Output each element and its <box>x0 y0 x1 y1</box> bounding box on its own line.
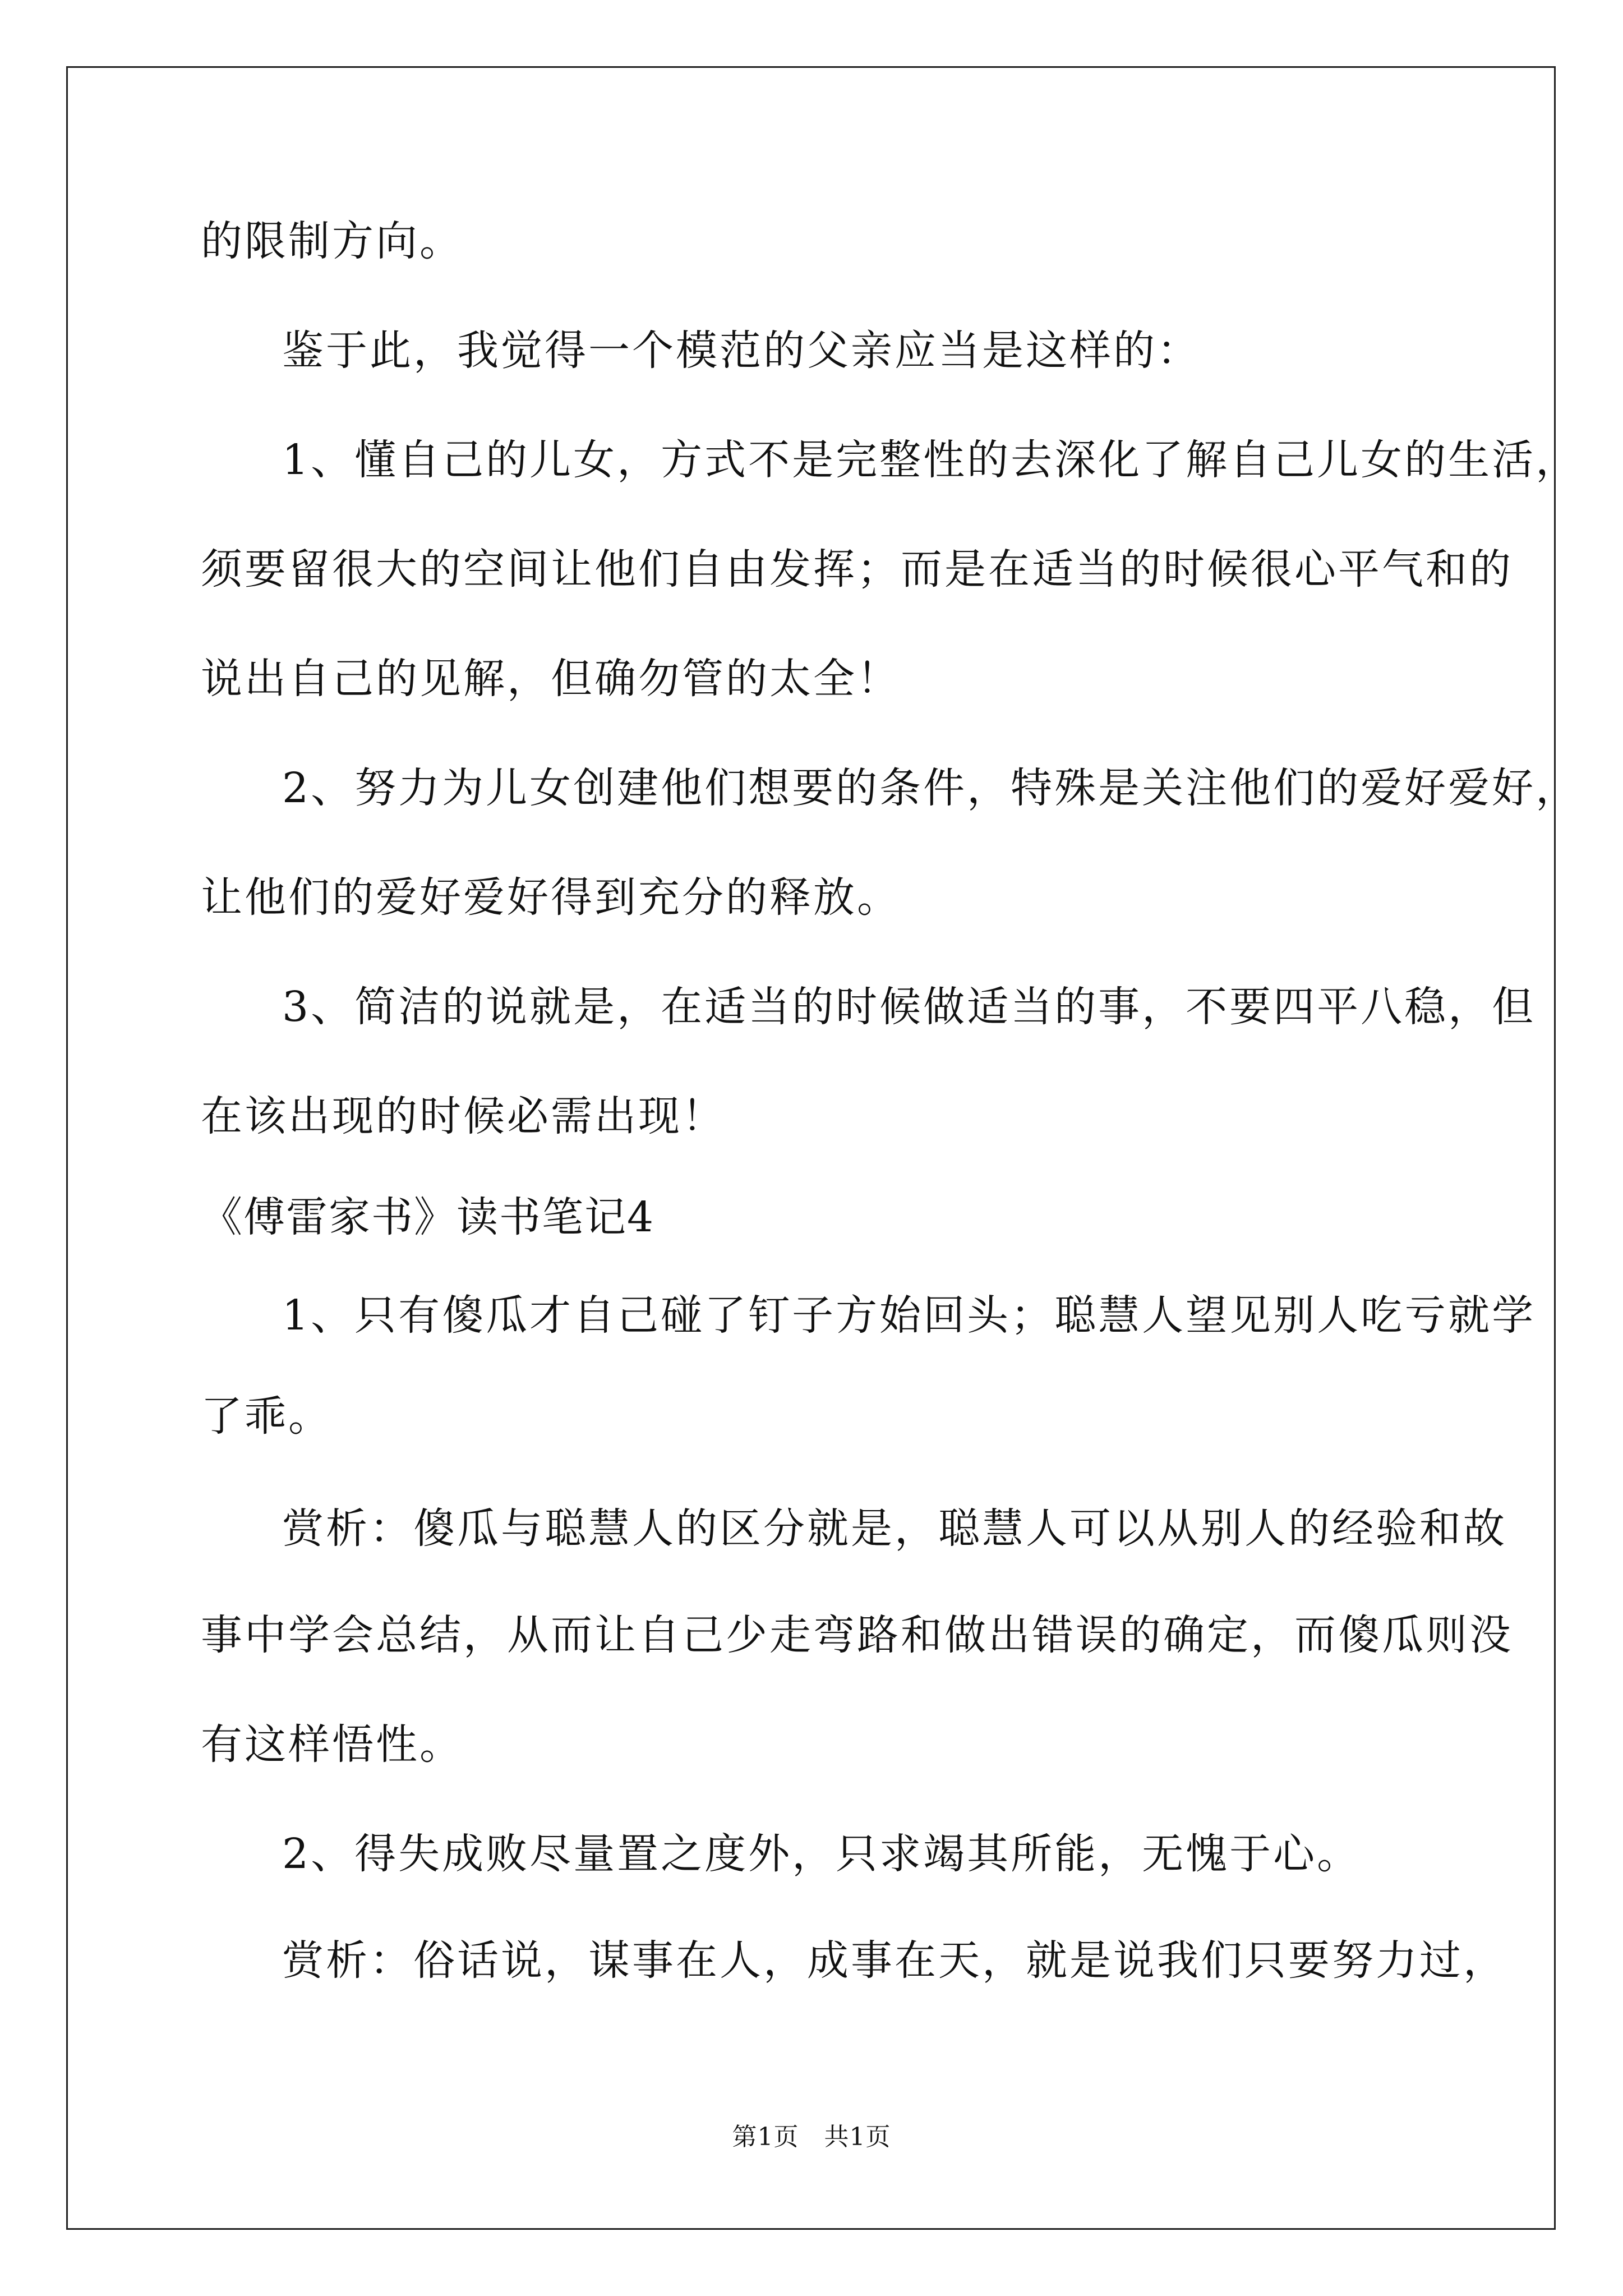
text-line: 在该出现的时候必需出现！ <box>201 1092 726 1140</box>
text-line-quote-1: 1、只有傻瓜才自己碰了钉子方始回头；聪慧人望见别人吃亏就学 <box>282 1291 1536 1340</box>
text-line: 事中学会总结，从而让自己少走弯路和做出错误的确定，而傻瓜则没 <box>201 1611 1513 1659</box>
text-line: 须要留很大的空间让他们自由发挥；而是在适当的时候很心平气和的 <box>201 545 1513 593</box>
page-footer: 第1页 共1页 <box>732 2123 891 2151</box>
text-line-paragraph: 鉴于此，我觉得一个模范的父亲应当是这样的： <box>282 326 1201 375</box>
text-line-quote-2: 2、得失成败尽量置之度外，只求竭其所能，无愧于心。 <box>282 1830 1361 1878</box>
text-line-analysis-1: 赏析：傻瓜与聪慧人的区分就是，聪慧人可以从别人的经验和故 <box>282 1504 1507 1553</box>
text-line-list-item-3: 3、简洁的说就是，在适当的时候做适当的事，不要四平八稳，但 <box>282 983 1536 1031</box>
section-heading: 《傅雷家书》读书笔记4 <box>201 1193 655 1241</box>
text-line-continuation: 的限制方向。 <box>201 217 463 265</box>
page-border <box>66 66 1556 2230</box>
text-line: 有这样悟性。 <box>201 1720 463 1769</box>
text-line-analysis-2: 赏析：俗话说，谋事在人，成事在天，就是说我们只要努力过， <box>282 1936 1507 1985</box>
text-line: 让他们的爱好爱好得到充分的释放。 <box>201 873 901 922</box>
text-line-list-item-2: 2、努力为儿女创建他们想要的条件，特殊是关注他们的爱好爱好， <box>282 764 1580 812</box>
text-line: 说出自己的见解，但确勿管的太全！ <box>201 655 901 703</box>
text-line: 了乖。 <box>201 1392 332 1441</box>
text-line-list-item-1: 1、懂自己的儿女，方式不是完整性的去深化了解自己儿女的生活， <box>282 436 1580 484</box>
